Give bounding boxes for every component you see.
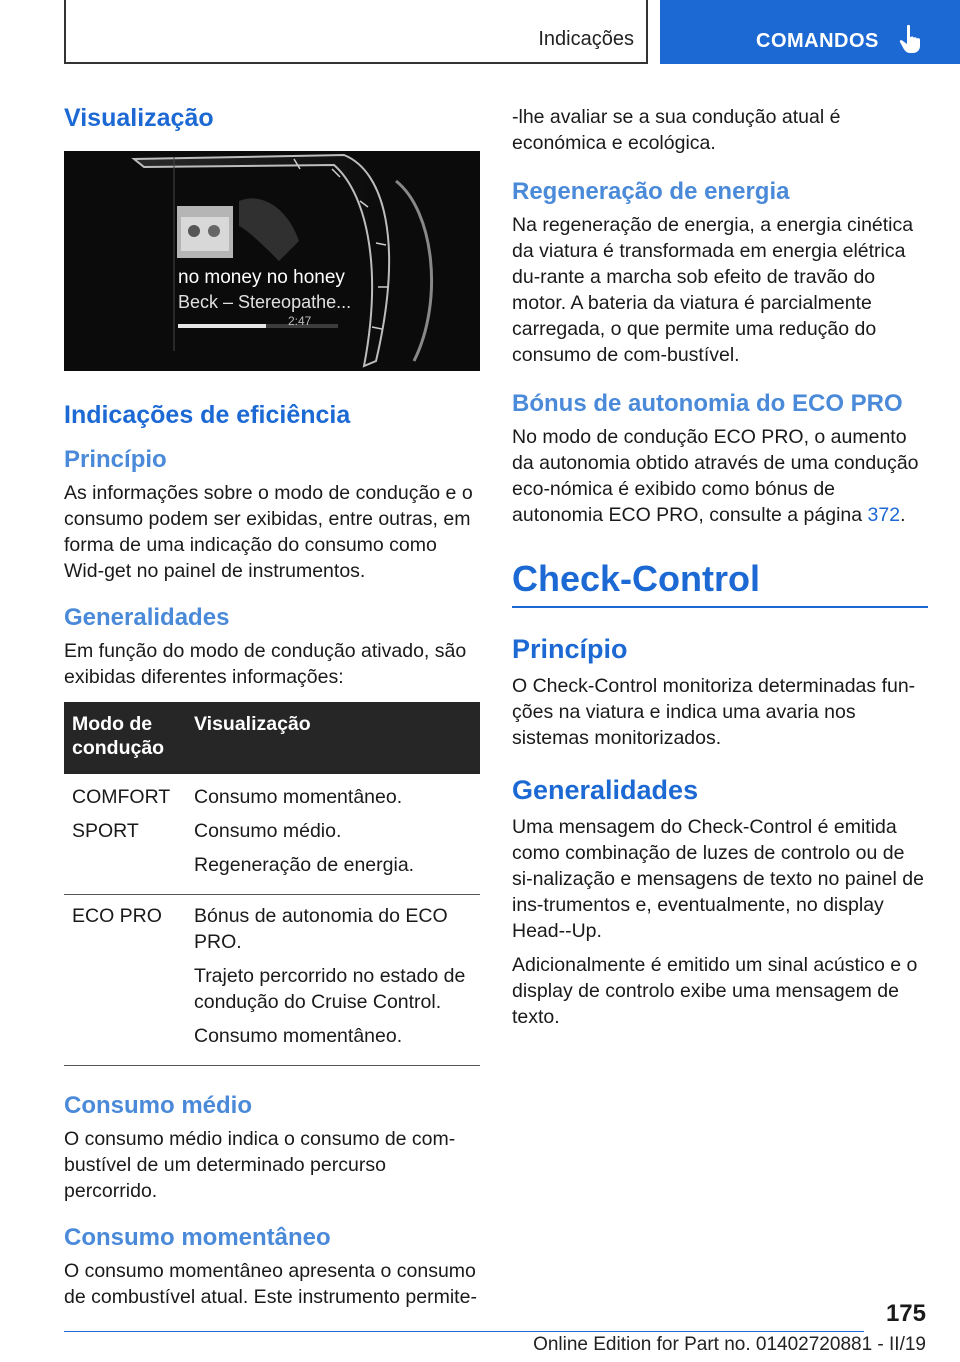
check-principio-heading: Princípio [512, 634, 628, 664]
chapter-tab[interactable] [660, 0, 960, 64]
principio-text: As informações sobre o modo de condução e o consumo podem ser exibidas, entre outras, em forma de uma indicação do consumo como Wid-get no painel de instrumentos. [64, 482, 473, 582]
table-header-row [64, 702, 480, 774]
title-divider [512, 606, 928, 608]
consumo-medio-text: O consumo médio indica o consumo de com-bustível de um determinado percurso percorrido. [64, 1128, 456, 1202]
mode-cell: SPORT [72, 820, 139, 842]
principio-heading: Princípio [64, 446, 167, 473]
indicacoes-heading: Indicações de eficiência [64, 401, 351, 429]
continued-text: -lhe avaliar se a sua condução atual é económica e ecológica. [512, 106, 841, 154]
right-column [512, 104, 928, 1030]
col-header-mode: Modo de condução [64, 702, 186, 774]
mode-cell: COMFORT [72, 786, 171, 808]
page-reference-link[interactable]: 372 [867, 504, 901, 526]
cluster-illustration [64, 151, 480, 371]
generalidades-text: Em função do modo de condução ativado, são exibidas diferentes informações: [64, 640, 467, 688]
check-control-title: Check-Control [512, 558, 761, 599]
chapter-label: COMANDOS [756, 30, 879, 52]
display-cell: Consumo momentâneo. [194, 1025, 403, 1047]
display-cell: Consumo momentâneo. [194, 786, 403, 808]
pointing-hand-icon [898, 24, 924, 54]
check-principio-text: O Check-Control monitoriza determinadas fun-ções na viatura e indica uma avaria nos sistemas monitorizados. [512, 675, 916, 749]
consumo-medio-heading: Consumo médio [64, 1092, 253, 1119]
consumo-momentaneo-text: O consumo momentâneo apresenta o consumo de combustível atual. Este instrumento permite- [64, 1260, 477, 1308]
display-cell: Consumo médio. [194, 820, 342, 842]
left-column [64, 104, 480, 1310]
track-time: 2:47 [288, 314, 312, 328]
page-number: 175 [885, 1300, 926, 1327]
bonus-heading: Bónus de autonomia do ECO PRO [512, 390, 903, 417]
track-artist: Beck – Stereopathe... [178, 292, 352, 312]
col-header-display: Visualização [186, 702, 480, 774]
bonus-text: No modo de condução ECO PRO, o aumento da autonomia obtido através de uma condução eco-nómica é exibido como bónus de autonomia ECO PRO, consulte a página 372. [512, 426, 919, 526]
track-title: no money no honey [178, 267, 345, 288]
edition-note: Online Edition for Part no. 01402720881 - II/19 [533, 1334, 926, 1355]
display-cell: Regeneração de energia. [194, 854, 415, 876]
visualizacao-heading: Visualização [64, 104, 214, 132]
check-generalidades-text-2: Adicionalmente é emitido um sinal acústico e o display de controlo exibe uma mensagem de texto. [512, 954, 918, 1028]
consumo-momentaneo-heading: Consumo momentâneo [64, 1224, 331, 1251]
table-row [64, 774, 480, 895]
regeneracao-heading: Regeneração de energia [512, 178, 790, 205]
modes-table [64, 702, 480, 1066]
check-generalidades-text: Uma mensagem do Check-Control é emitida como combinação de luzes de controlo ou de si-nalização e mensagens de texto no painel de ins-trumentos e, eventualmente, no display Head--Up. [512, 816, 924, 942]
display-cell: Trajeto percorrido no estado de condução do Cruise Control. [194, 965, 466, 1013]
generalidades-heading: Generalidades [64, 604, 230, 631]
mode-cell: ECO PRO [72, 905, 162, 927]
header-section-label: Indicações [538, 28, 634, 50]
regeneracao-text: Na regeneração de energia, a energia cinética da viatura é transformada em energia elétrica du-rante a marcha sob efeito de travão do motor. A bateria da viatura é parcialmente carregada, o que permite uma redução do consumo de com-bustível. [512, 214, 914, 366]
table-row [64, 895, 480, 1066]
check-generalidades-heading: Generalidades [512, 775, 699, 805]
playback-progress [178, 324, 266, 328]
instrument-cluster-photo [64, 151, 480, 371]
display-cell: Bónus de autonomia do ECO PRO. [194, 905, 448, 953]
footer-divider [64, 1331, 864, 1332]
